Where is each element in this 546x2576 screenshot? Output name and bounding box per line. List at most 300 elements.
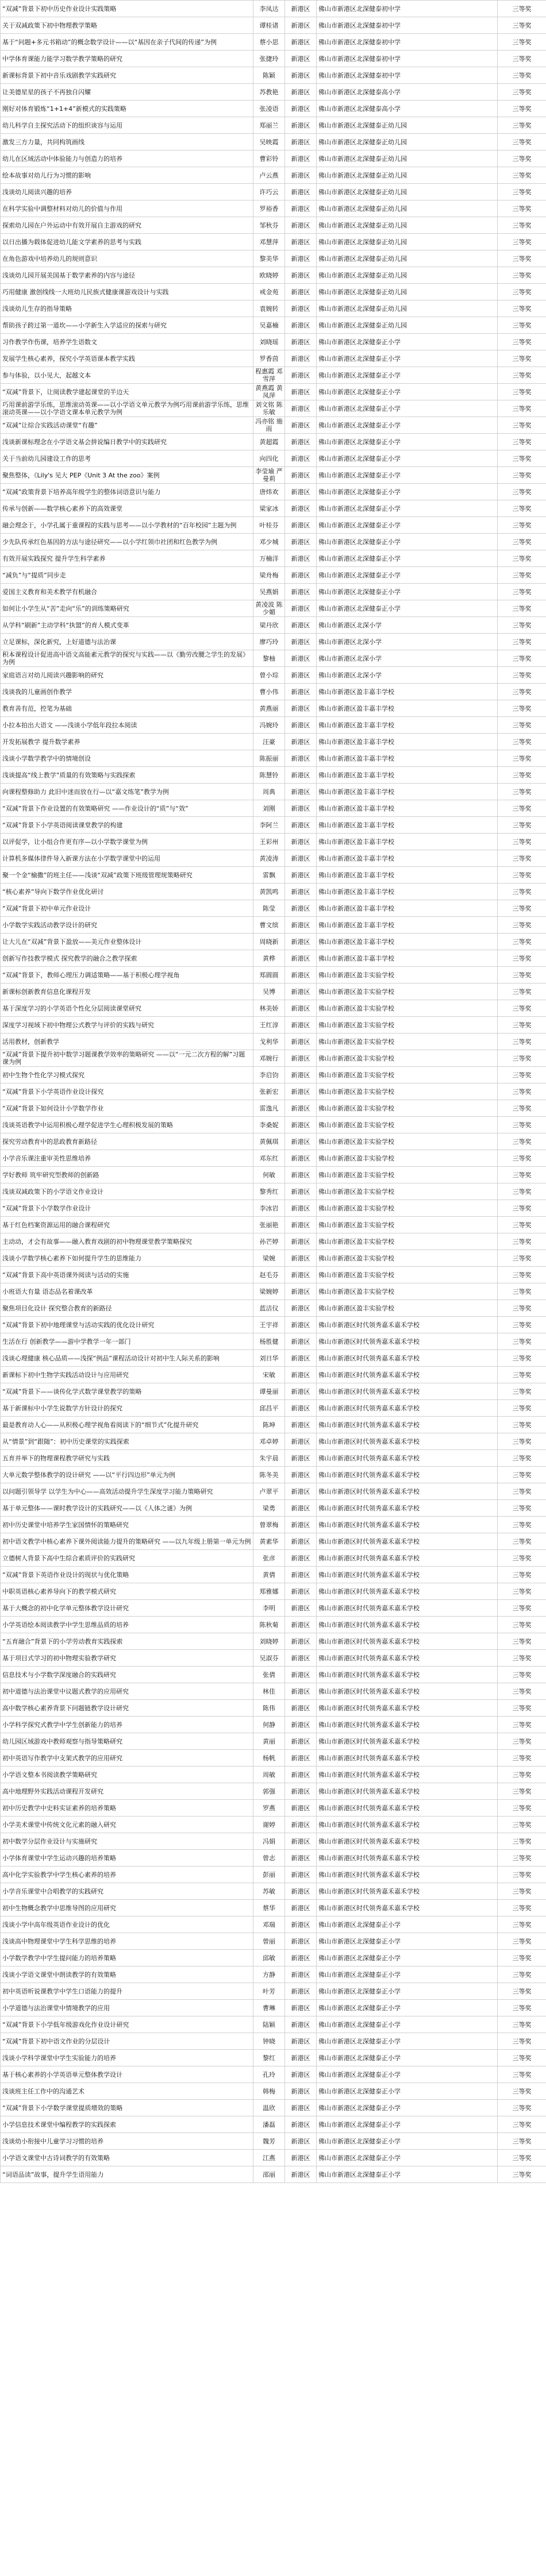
school-cell: 佛山市新港区北深健泰正幼儿园: [317, 217, 498, 234]
school-cell: 佛山市新港区盈丰嘉丰学校: [317, 800, 498, 817]
district-cell: 新港区: [285, 350, 317, 367]
author-cell: 李明: [253, 1600, 285, 1617]
table-row: [1, 667, 546, 684]
paper-title-cell: 浅谈双减政策下的小学语文作业设计: [1, 1183, 253, 1200]
district-cell: 新港区: [285, 51, 317, 67]
author-cell: 梁婉: [253, 1250, 285, 1267]
author-cell: 钟晓: [253, 2033, 285, 2050]
school-cell: 佛山市新港区盈丰嘉丰学校: [317, 950, 498, 967]
district-cell: 新港区: [285, 1233, 317, 1250]
school-cell: 佛山市新港区时代领秀嘉禾嘉禾学校: [317, 1667, 498, 1683]
table-row: [1, 817, 546, 834]
district-cell: 新港区: [285, 484, 317, 500]
paper-title-cell: 教育善有范，控笔为基础: [1, 700, 253, 717]
district-cell: 新港区: [285, 1250, 317, 1267]
author-cell: 戈利华: [253, 1034, 285, 1050]
paper-title-cell: 深度学习视域下初中物理公式教学与评价的实践与研究: [1, 1017, 253, 1034]
award-cell: 三等奖: [498, 1867, 546, 1883]
district-cell: 新港区: [285, 1983, 317, 2000]
paper-title-cell: 信息技术与小学数学深度融合的实践研究: [1, 1667, 253, 1683]
paper-title-cell: 小学数学教学中学生提问能力的培养策略: [1, 1950, 253, 1966]
district-cell: 新港区: [285, 2150, 317, 2166]
school-cell: 佛山市新港区北深健泰正幼儿园: [317, 300, 498, 317]
award-cell: 三等奖: [498, 200, 546, 217]
table-row: [1, 534, 546, 550]
award-cell: 三等奖: [498, 367, 546, 384]
table-row: [1, 800, 546, 817]
author-cell: 谭桂诸: [253, 17, 285, 34]
school-cell: 佛山市新港区北深健泰正小学: [317, 500, 498, 517]
district-cell: 新港区: [285, 1650, 317, 1667]
paper-title-cell: “词语品读”故事，提升学生语用能力: [1, 2166, 253, 2183]
paper-title-cell: “双减”政策背景下培养高年级学生的整体词语意识与能力: [1, 484, 253, 500]
paper-title-cell: 在角色游戏中培养幼儿的规则意识: [1, 250, 253, 267]
award-cell: 三等奖: [498, 1317, 546, 1333]
table-row: [1, 900, 546, 917]
district-cell: 新港区: [285, 400, 317, 417]
award-cell: 三等奖: [498, 450, 546, 467]
table-row: [1, 1067, 546, 1083]
district-cell: 新港区: [285, 1500, 317, 1517]
school-cell: 佛山市新港区北深健泰正小学: [317, 2050, 498, 2066]
author-cell: 苏敏: [253, 1883, 285, 1900]
table-row: [1, 1733, 546, 1750]
table-row: [1, 1683, 546, 1700]
table-row: [1, 1350, 546, 1367]
author-cell: 梁家冰: [253, 500, 285, 517]
author-cell: 李凤达: [253, 1, 285, 17]
table-row: [1, 1966, 546, 1983]
school-cell: 佛山市新港区北深健泰初中学: [317, 67, 498, 84]
table-row: [1, 550, 546, 567]
paper-title-cell: 习作教学作伤课，培养学生语数文: [1, 334, 253, 350]
table-row: [1, 784, 546, 800]
award-cell: 三等奖: [498, 2033, 546, 2050]
author-cell: 朱宇晨: [253, 1450, 285, 1467]
district-cell: 新港区: [285, 834, 317, 850]
author-cell: 廖巧玲: [253, 634, 285, 650]
district-cell: 新港区: [285, 1083, 317, 1100]
table-row: [1, 1550, 546, 1567]
table-row: [1, 1817, 546, 1833]
paper-title-cell: 小学音乐课注重审美性思维培养: [1, 1150, 253, 1167]
table-row: [1, 317, 546, 334]
table-row: [1, 1167, 546, 1183]
school-cell: 佛山市新港区盈丰实验学校: [317, 984, 498, 1000]
paper-title-cell: “核心素养”导向下数学作业优化研讨: [1, 884, 253, 900]
district-cell: 新港区: [285, 934, 317, 950]
award-cell: 三等奖: [498, 650, 546, 667]
award-cell: 三等奖: [498, 1483, 546, 1500]
author-cell: 周典: [253, 784, 285, 800]
table-row: [1, 2033, 546, 2050]
paper-title-cell: 绘本故事对幼儿行为习惯的影响: [1, 167, 253, 184]
award-cell: 三等奖: [498, 584, 546, 600]
district-cell: 新港区: [285, 1700, 317, 1717]
paper-title-cell: 初中语文教学中核心素养下课外阅读能力提升的策略研究 ——以九年级上册第一单元为例: [1, 1533, 253, 1550]
table-row: [1, 84, 546, 101]
author-cell: 曾小琮: [253, 667, 285, 684]
table-row: [1, 2116, 546, 2133]
author-cell: 曾志: [253, 1850, 285, 1867]
paper-title-cell: 关于双减政策下初中物理教学策略: [1, 17, 253, 34]
district-cell: 新港区: [285, 1, 317, 17]
award-cell: 三等奖: [498, 1000, 546, 1017]
district-cell: 新港区: [285, 1150, 317, 1167]
author-cell: 魏芳: [253, 2133, 285, 2150]
district-cell: 新港区: [285, 950, 317, 967]
district-cell: 新港区: [285, 1034, 317, 1050]
table-row: [1, 1267, 546, 1283]
author-cell: 吴燕娟: [253, 584, 285, 600]
award-cell: 三等奖: [498, 1017, 546, 1034]
district-cell: 新港区: [285, 1717, 317, 1733]
school-cell: 佛山市新港区北深健泰正小学: [317, 484, 498, 500]
district-cell: 新港区: [285, 467, 317, 484]
school-cell: 佛山市新港区北深健泰初中学: [317, 17, 498, 34]
school-cell: 佛山市新港区时代领秀嘉禾嘉禾学校: [317, 1817, 498, 1833]
award-cell: 三等奖: [498, 1683, 546, 1700]
award-cell: 三等奖: [498, 767, 546, 784]
author-cell: 邓少城: [253, 534, 285, 550]
school-cell: 佛山市新港区时代领秀嘉禾嘉禾学校: [317, 1417, 498, 1433]
paper-title-cell: 五育并举下的物理课程教学研究与实践: [1, 1450, 253, 1467]
school-cell: 佛山市新港区盈丰嘉丰学校: [317, 917, 498, 934]
district-cell: 新港区: [285, 2116, 317, 2133]
author-cell: 陈颖: [253, 67, 285, 84]
author-cell: 孙芒婷: [253, 1233, 285, 1250]
table-row: [1, 1250, 546, 1267]
school-cell: 佛山市新港区北深健泰正小学: [317, 584, 498, 600]
school-cell: 佛山市新港区时代领秀嘉禾嘉禾学校: [317, 1850, 498, 1867]
table-row: [1, 1133, 546, 1150]
paper-title-cell: 浅谈小学数学核心素养下如何提升学生的思维能力: [1, 1250, 253, 1267]
school-cell: 佛山市新港区北深健泰正小学: [317, 600, 498, 617]
author-cell: 谭曼丽: [253, 1383, 285, 1400]
school-cell: 佛山市新港区北深健泰正幼儿园: [317, 151, 498, 167]
award-cell: 三等奖: [498, 2133, 546, 2150]
table-row: [1, 267, 546, 284]
award-cell: 三等奖: [498, 717, 546, 734]
award-cell: 三等奖: [498, 884, 546, 900]
award-cell: 三等奖: [498, 1850, 546, 1867]
award-cell: 三等奖: [498, 1800, 546, 1817]
table-row: [1, 1367, 546, 1383]
award-cell: 三等奖: [498, 51, 546, 67]
school-cell: 佛山市新港区盈丰嘉丰学校: [317, 884, 498, 900]
author-cell: 曹彩铃: [253, 151, 285, 167]
district-cell: 新港区: [285, 717, 317, 734]
author-cell: 邓东红: [253, 1150, 285, 1167]
school-cell: 佛山市新港区盈丰嘉丰学校: [317, 817, 498, 834]
award-cell: 三等奖: [498, 1750, 546, 1767]
award-cell: 三等奖: [498, 1450, 546, 1467]
table-row: [1, 567, 546, 584]
district-cell: 新港区: [285, 667, 317, 684]
award-cell: 三等奖: [498, 934, 546, 950]
table-row: [1, 2050, 546, 2066]
author-cell: 邓婉行: [253, 1050, 285, 1067]
district-cell: 新港区: [285, 1217, 317, 1233]
table-row: [1, 1217, 546, 1233]
author-cell: 黄燕丽: [253, 700, 285, 717]
table-row: [1, 1850, 546, 1867]
paper-title-cell: 帮助孩子跨过第一道坎——小学新生入学适应的探索与研究: [1, 317, 253, 334]
paper-title-cell: 巧用课前游学乐练，思维滚动英课——以小学语文单元教学为例巧用课前游学乐练，思维滚动英课——以小学语文课本单元教学为例: [1, 400, 253, 417]
author-cell: 戒金苑: [253, 284, 285, 300]
award-cell: 三等奖: [498, 1333, 546, 1350]
table-row: [1, 1000, 546, 1017]
award-cell: 三等奖: [498, 250, 546, 267]
school-cell: 佛山市新港区北深小学: [317, 667, 498, 684]
award-cell: 三等奖: [498, 1167, 546, 1183]
author-cell: 郭强: [253, 1783, 285, 1800]
school-cell: 佛山市新港区时代领秀嘉禾嘉禾学校: [317, 1767, 498, 1783]
school-cell: 佛山市新港区北深健泰正小学: [317, 367, 498, 384]
paper-title-cell: 立足课标，深化新究，上好道德与法治课: [1, 634, 253, 650]
school-cell: 佛山市新港区盈丰嘉丰学校: [317, 867, 498, 884]
paper-title-cell: “双减”背景下作业设置的有效策略研究 ——作业设计的“质”与“效”: [1, 800, 253, 817]
paper-title-cell: “双减”背景下英语作业设计的现状与优化策略: [1, 1567, 253, 1583]
paper-title-cell: 聚焦项目化设计 探究整合教育的新路径: [1, 1300, 253, 1317]
author-cell: 罗裕香: [253, 200, 285, 217]
district-cell: 新港区: [285, 1933, 317, 1950]
district-cell: 新港区: [285, 1367, 317, 1383]
paper-title-cell: “双减”背景下——谈传化学式数学课堂教学的策略: [1, 1383, 253, 1400]
table-row: [1, 384, 546, 400]
school-cell: 佛山市新港区时代领秀嘉禾嘉禾学校: [317, 1467, 498, 1483]
paper-title-cell: 幼儿园区域游戏中教师观察与指导策略研究: [1, 1733, 253, 1750]
author-cell: 王红淳: [253, 1017, 285, 1034]
district-cell: 新港区: [285, 2066, 317, 2083]
table-row: [1, 717, 546, 734]
author-cell: 梁丹欣: [253, 617, 285, 634]
author-cell: 冯婉玲: [253, 717, 285, 734]
district-cell: 新港区: [285, 1683, 317, 1700]
school-cell: 佛山市新港区北深健泰正小学: [317, 2016, 498, 2033]
award-cell: 三等奖: [498, 1733, 546, 1750]
award-cell: 三等奖: [498, 1667, 546, 1683]
school-cell: 佛山市新港区北深健泰正小学: [317, 2150, 498, 2166]
award-cell: 三等奖: [498, 2016, 546, 2033]
district-cell: 新港区: [285, 2083, 317, 2100]
paper-title-cell: 小学语文课堂中古诗词教学的有效策略: [1, 2150, 253, 2166]
district-cell: 新港区: [285, 1883, 317, 1900]
author-cell: 李启钧: [253, 1067, 285, 1083]
table-row: [1, 1183, 546, 1200]
award-cell: 三等奖: [498, 1600, 546, 1617]
table-row: [1, 1717, 546, 1733]
table-row: [1, 1533, 546, 1550]
school-cell: 佛山市新港区时代领秀嘉禾嘉禾学校: [317, 1633, 498, 1650]
author-cell: 梁勇: [253, 1500, 285, 1517]
table-row: [1, 1500, 546, 1517]
district-cell: 新港区: [285, 1817, 317, 1833]
school-cell: 佛山市新港区时代领秀嘉禾嘉禾学校: [317, 1600, 498, 1617]
award-cell: 三等奖: [498, 117, 546, 134]
district-cell: 新港区: [285, 617, 317, 634]
district-cell: 新港区: [285, 1300, 317, 1317]
author-cell: 梁婉婷: [253, 1283, 285, 1300]
paper-title-cell: 关于当前幼儿园建设工作的思考: [1, 450, 253, 467]
district-cell: 新港区: [285, 1733, 317, 1750]
paper-title-cell: 浅谈幼儿生存的指导策略: [1, 300, 253, 317]
district-cell: 新港区: [285, 1800, 317, 1817]
award-cell: 三等奖: [498, 1117, 546, 1133]
table-row: [1, 1433, 546, 1450]
author-cell: 卢翠平: [253, 1483, 285, 1500]
school-cell: 佛山市新港区北深健泰正小学: [317, 350, 498, 367]
school-cell: 佛山市新港区北深健泰正小学: [317, 567, 498, 584]
paper-title-cell: 小学英语绘本阅读教学中学生思维品质的培养: [1, 1617, 253, 1633]
award-cell: 三等奖: [498, 634, 546, 650]
school-cell: 佛山市新港区北深健泰正小学: [317, 2116, 498, 2133]
award-cell: 三等奖: [498, 917, 546, 934]
table-row: [1, 1867, 546, 1883]
paper-title-cell: 向课程整修助力 此旧中迷而放在行—以“嘉文练笔”教学为例: [1, 784, 253, 800]
school-cell: 佛山市新港区北深健泰正小学: [317, 1950, 498, 1966]
district-cell: 新港区: [285, 700, 317, 717]
district-cell: 新港区: [285, 884, 317, 900]
award-cell: 三等奖: [498, 1650, 546, 1667]
paper-title-cell: “双减”背景下小学低年级游戏化作业设计研究: [1, 2016, 253, 2033]
award-cell: 三等奖: [498, 1500, 546, 1517]
author-cell: 苏教艳: [253, 84, 285, 101]
table-row: [1, 117, 546, 134]
table-row: [1, 417, 546, 434]
table-row: [1, 650, 546, 667]
paper-title-cell: 巧用健康 激创线线一大班幼儿民族式健康课游戏设计与实践: [1, 284, 253, 300]
author-cell: 彭丽: [253, 1867, 285, 1883]
district-cell: 新港区: [285, 684, 317, 700]
award-cell: 三等奖: [498, 34, 546, 51]
district-cell: 新港区: [285, 1966, 317, 1983]
table-row: [1, 34, 546, 51]
paper-title-cell: 初中道德与法治课堂中议题式教学的应用研究: [1, 1683, 253, 1700]
school-cell: 佛山市新港区北深健泰正小学: [317, 2033, 498, 2050]
school-cell: 佛山市新港区时代领秀嘉禾嘉禾学校: [317, 1500, 498, 1517]
table-row: [1, 1383, 546, 1400]
school-cell: 佛山市新港区时代领秀嘉禾嘉禾学校: [317, 1433, 498, 1450]
table-row: [1, 1650, 546, 1667]
author-cell: 王宇祥: [253, 1317, 285, 1333]
school-cell: 佛山市新港区北深健泰正幼儿园: [317, 250, 498, 267]
school-cell: 佛山市新港区盈丰实验学校: [317, 1150, 498, 1167]
school-cell: 佛山市新港区北深健泰高小学: [317, 84, 498, 101]
district-cell: 新港区: [285, 784, 317, 800]
table-row: [1, 984, 546, 1000]
school-cell: 佛山市新港区北深健泰正小学: [317, 1983, 498, 2000]
school-cell: 佛山市新港区北深健泰正小学: [317, 550, 498, 567]
award-cell: 三等奖: [498, 1767, 546, 1783]
district-cell: 新港区: [285, 1783, 317, 1800]
award-cell: 三等奖: [498, 567, 546, 584]
district-cell: 新港区: [285, 1483, 317, 1500]
paper-title-cell: “双减”背景下初中单元作业设计: [1, 900, 253, 917]
paper-title-cell: 中职英语核心素养导向下的教学模式研究: [1, 1583, 253, 1600]
paper-title-cell: 计算机多媒体律件导入新课方法在小学数学课堂中的运用: [1, 850, 253, 867]
table-row: [1, 1283, 546, 1300]
district-cell: 新港区: [285, 1567, 317, 1583]
school-cell: 佛山市新港区时代领秀嘉禾嘉禾学校: [317, 1783, 498, 1800]
paper-title-cell: 融会理念于，小学孔属于重课程的实践与思考——以小学教材的“百年校园”主题为例: [1, 517, 253, 534]
table-row: [1, 600, 546, 617]
award-cell: 三等奖: [498, 284, 546, 300]
award-cell: 三等奖: [498, 867, 546, 884]
paper-title-cell: 小学信息技术课堂中编程教学的实践探索: [1, 2116, 253, 2133]
award-cell: 三等奖: [498, 1233, 546, 1250]
table-row: [1, 67, 546, 84]
school-cell: 佛山市新港区北深健泰正小学: [317, 1933, 498, 1950]
paper-title-cell: 初中数学分层作业设计与实施研究: [1, 1833, 253, 1850]
paper-title-cell: “双减”背景下如何设计小学数学作业: [1, 1100, 253, 1117]
award-cell: 三等奖: [498, 2100, 546, 2116]
paper-title-cell: 基于大概念的初中化学单元整体教学设计研究: [1, 1600, 253, 1617]
author-cell: 程惠霞 邓雪萍: [253, 367, 285, 384]
school-cell: 佛山市新港区盈丰实验学校: [317, 1100, 498, 1117]
paper-title-cell: 探索幼儿园在户外运动中有效开展自主游戏的研究: [1, 217, 253, 234]
table-row: [1, 2150, 546, 2166]
table-row: [1, 284, 546, 300]
paper-title-cell: 浅谈心理健康 核心品质——浅探“例品”课程活动设计对初中生人际关系的影响: [1, 1350, 253, 1367]
district-cell: 新港区: [285, 1183, 317, 1200]
table-row: [1, 434, 546, 450]
table-row: [1, 1567, 546, 1583]
award-cell: 三等奖: [498, 1900, 546, 1916]
paper-title-cell: 小学音乐课堂中合唱教学的实践研究: [1, 1883, 253, 1900]
school-cell: 佛山市新港区时代领秀嘉禾嘉禾学校: [317, 1750, 498, 1767]
award-cell: 三等奖: [498, 1200, 546, 1217]
author-cell: 陈莹: [253, 900, 285, 917]
paper-title-cell: 参与体验，以小见大，起越文本: [1, 367, 253, 384]
table-row: [1, 517, 546, 534]
table-row: [1, 2133, 546, 2150]
paper-title-cell: 小学道德与法治课堂中情境教学的应用: [1, 2000, 253, 2016]
award-cell: 三等奖: [498, 684, 546, 700]
district-cell: 新港区: [285, 1333, 317, 1350]
district-cell: 新港区: [285, 1833, 317, 1850]
table-row: [1, 850, 546, 867]
table-row: [1, 734, 546, 750]
paper-title-cell: 基于新课标中小学生说数学方针设计的探究: [1, 1400, 253, 1417]
author-cell: 黎美华: [253, 250, 285, 267]
school-cell: 佛山市新港区北深健泰正幼儿园: [317, 184, 498, 200]
school-cell: 佛山市新港区时代领秀嘉禾嘉禾学校: [317, 1650, 498, 1667]
table-row: [1, 634, 546, 650]
district-cell: 新港区: [285, 2166, 317, 2183]
district-cell: 新港区: [285, 67, 317, 84]
district-cell: 新港区: [285, 434, 317, 450]
school-cell: 佛山市新港区时代领秀嘉禾嘉禾学校: [317, 1700, 498, 1717]
school-cell: 佛山市新港区盈丰嘉丰学校: [317, 850, 498, 867]
award-cell: 三等奖: [498, 500, 546, 517]
author-cell: 冯娟: [253, 1833, 285, 1850]
author-cell: 杨胜健: [253, 1333, 285, 1350]
district-cell: 新港区: [285, 417, 317, 434]
award-cell: 三等奖: [498, 84, 546, 101]
paper-title-cell: 主动动，才会有故事——融入教育戏剧的初中物理课堂教学策略探究: [1, 1233, 253, 1250]
paper-title-cell: 浅谈高中物理课堂中学生科学思维的培养: [1, 1933, 253, 1950]
paper-title-cell: 小学科学探究式教学中学生创新能力的培养: [1, 1717, 253, 1733]
award-cell: 三等奖: [498, 734, 546, 750]
school-cell: 佛山市新港区盈丰实验学校: [317, 1133, 498, 1150]
table-row: [1, 1150, 546, 1167]
paper-title-cell: 探究劳动教育中的思政教育新路径: [1, 1133, 253, 1150]
author-cell: 陆颖: [253, 2016, 285, 2033]
author-cell: 郑雅娜: [253, 1583, 285, 1600]
school-cell: 佛山市新港区盈丰嘉丰学校: [317, 900, 498, 917]
paper-title-cell: 浅谈幼小衔接中儿童学习习惯的培养: [1, 2133, 253, 2150]
